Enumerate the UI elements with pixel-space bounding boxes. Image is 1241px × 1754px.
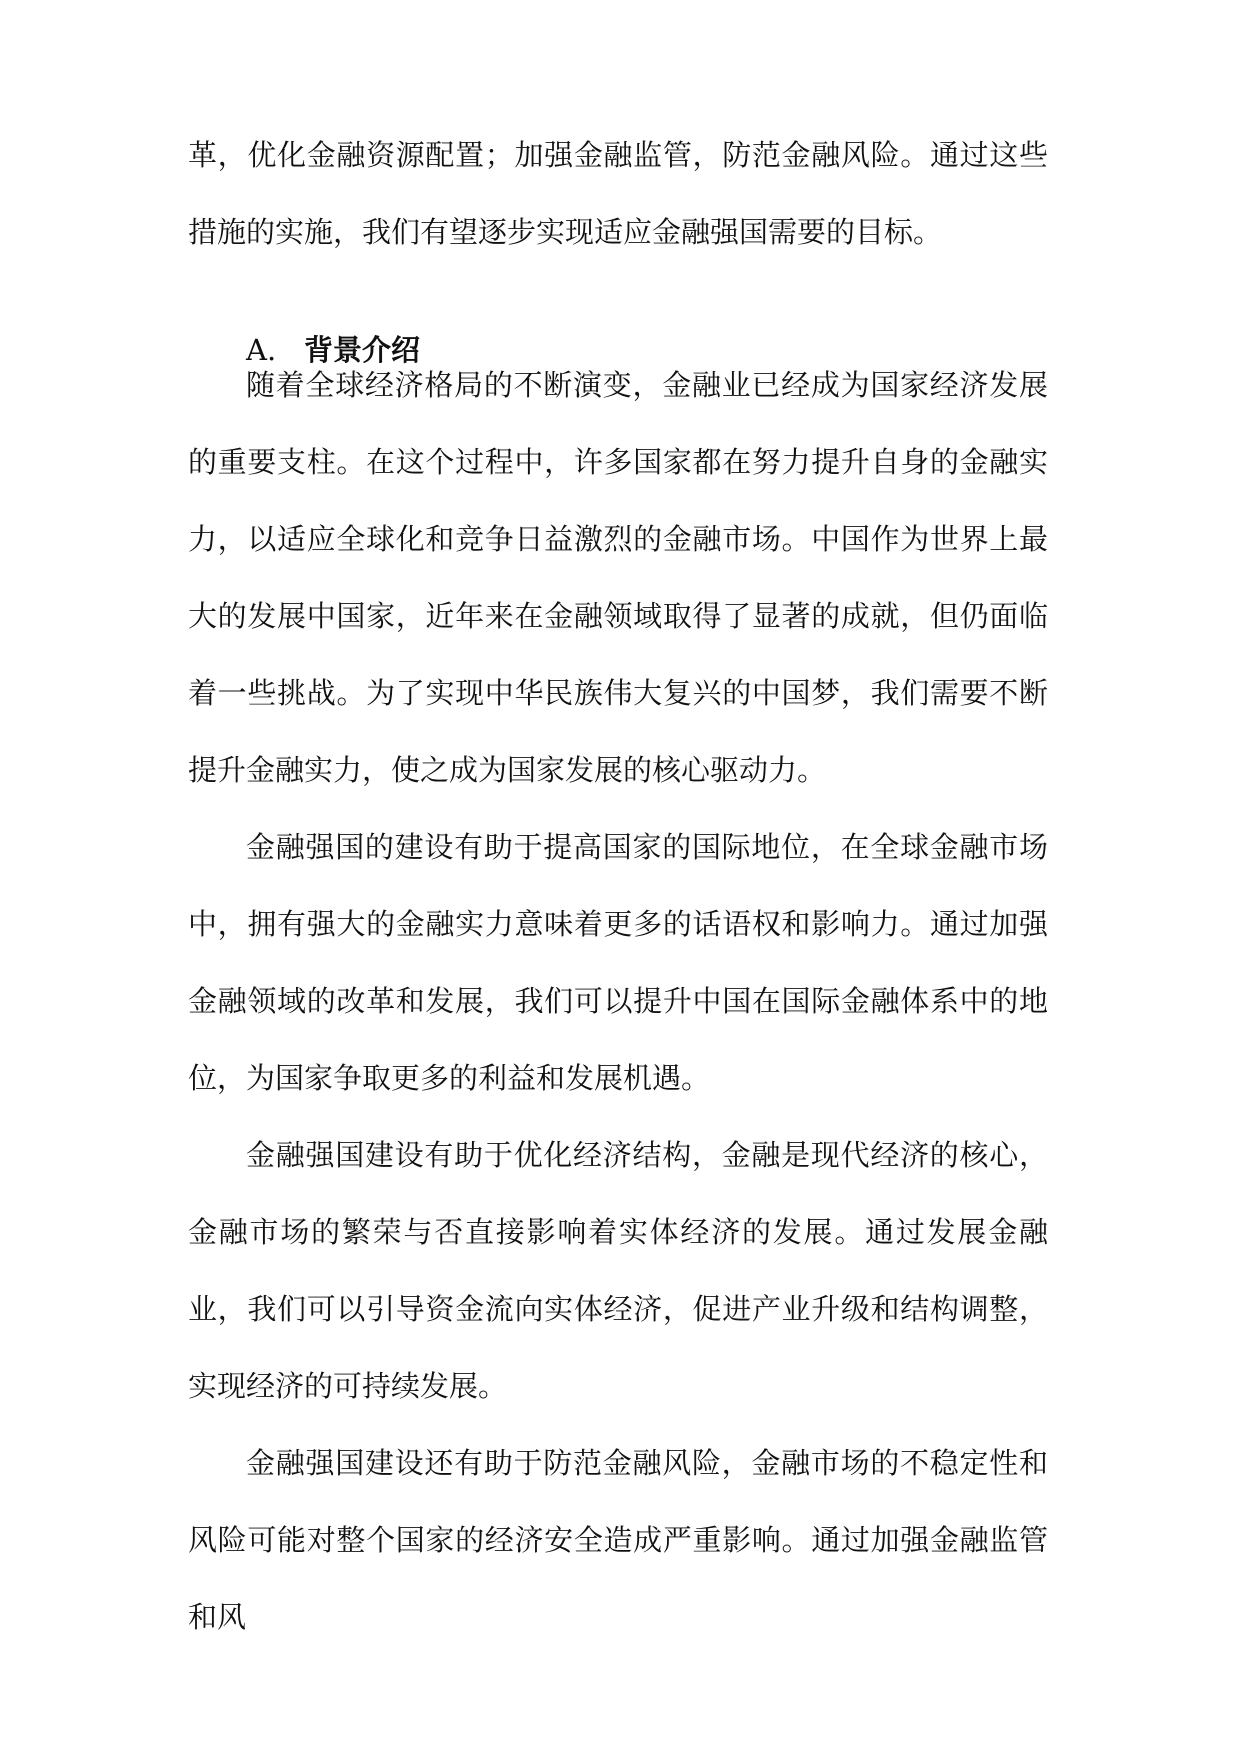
body-paragraph: 随着全球经济格局的不断演变，金融业已经成为国家经济发展的重要支柱。在这个过程中，许多国家都在努力提升自身的金融实力，以适应全球化和竞争日益激烈的金融市场。中国作为世界上最大的发展中国家，近年来在金融领域取得了显著的成就，但仍面临着一些挑战。为了实现中华民族伟大复兴的中国梦，我们需要不断提升金融实力，使之成为国家发展的核心驱动力。 [188, 368, 1048, 787]
section-title: 背景介绍 [304, 333, 421, 367]
body-block [188, 347, 1048, 1656]
body-paragraph: 金融强国建设有助于优化经济结构，金融是现代经济的核心，金融市场的繁荣与否直接影响着实体经济的发展。通过发展金融业，我们可以引导资金流向实体经济，促进产业升级和结构调整，实现经济的可持续发展。 [188, 1138, 1048, 1403]
body-paragraph: 金融强国的建设有助于提高国家的国际地位，在全球金融市场中，拥有强大的金融实力意味着更多的话语权和影响力。通过加强金融领域的改革和发展，我们可以提升中国在国际金融体系中的地位，为国家争取更多的利益和发展机遇。 [188, 830, 1048, 1095]
intro-block [188, 117, 1048, 271]
intro-paragraph: 革，优化金融资源配置；加强金融监管，防范金融风险。通过这些措施的实施，我们有望逐步实现适应金融强国需要的目标。 [188, 138, 1048, 249]
section-number: A. [246, 333, 277, 367]
body-paragraph: 金融强国建设还有助于防范金融风险，金融市场的不稳定性和风险可能对整个国家的经济安全造成严重影响。通过加强金融监管和风 [188, 1446, 1048, 1634]
